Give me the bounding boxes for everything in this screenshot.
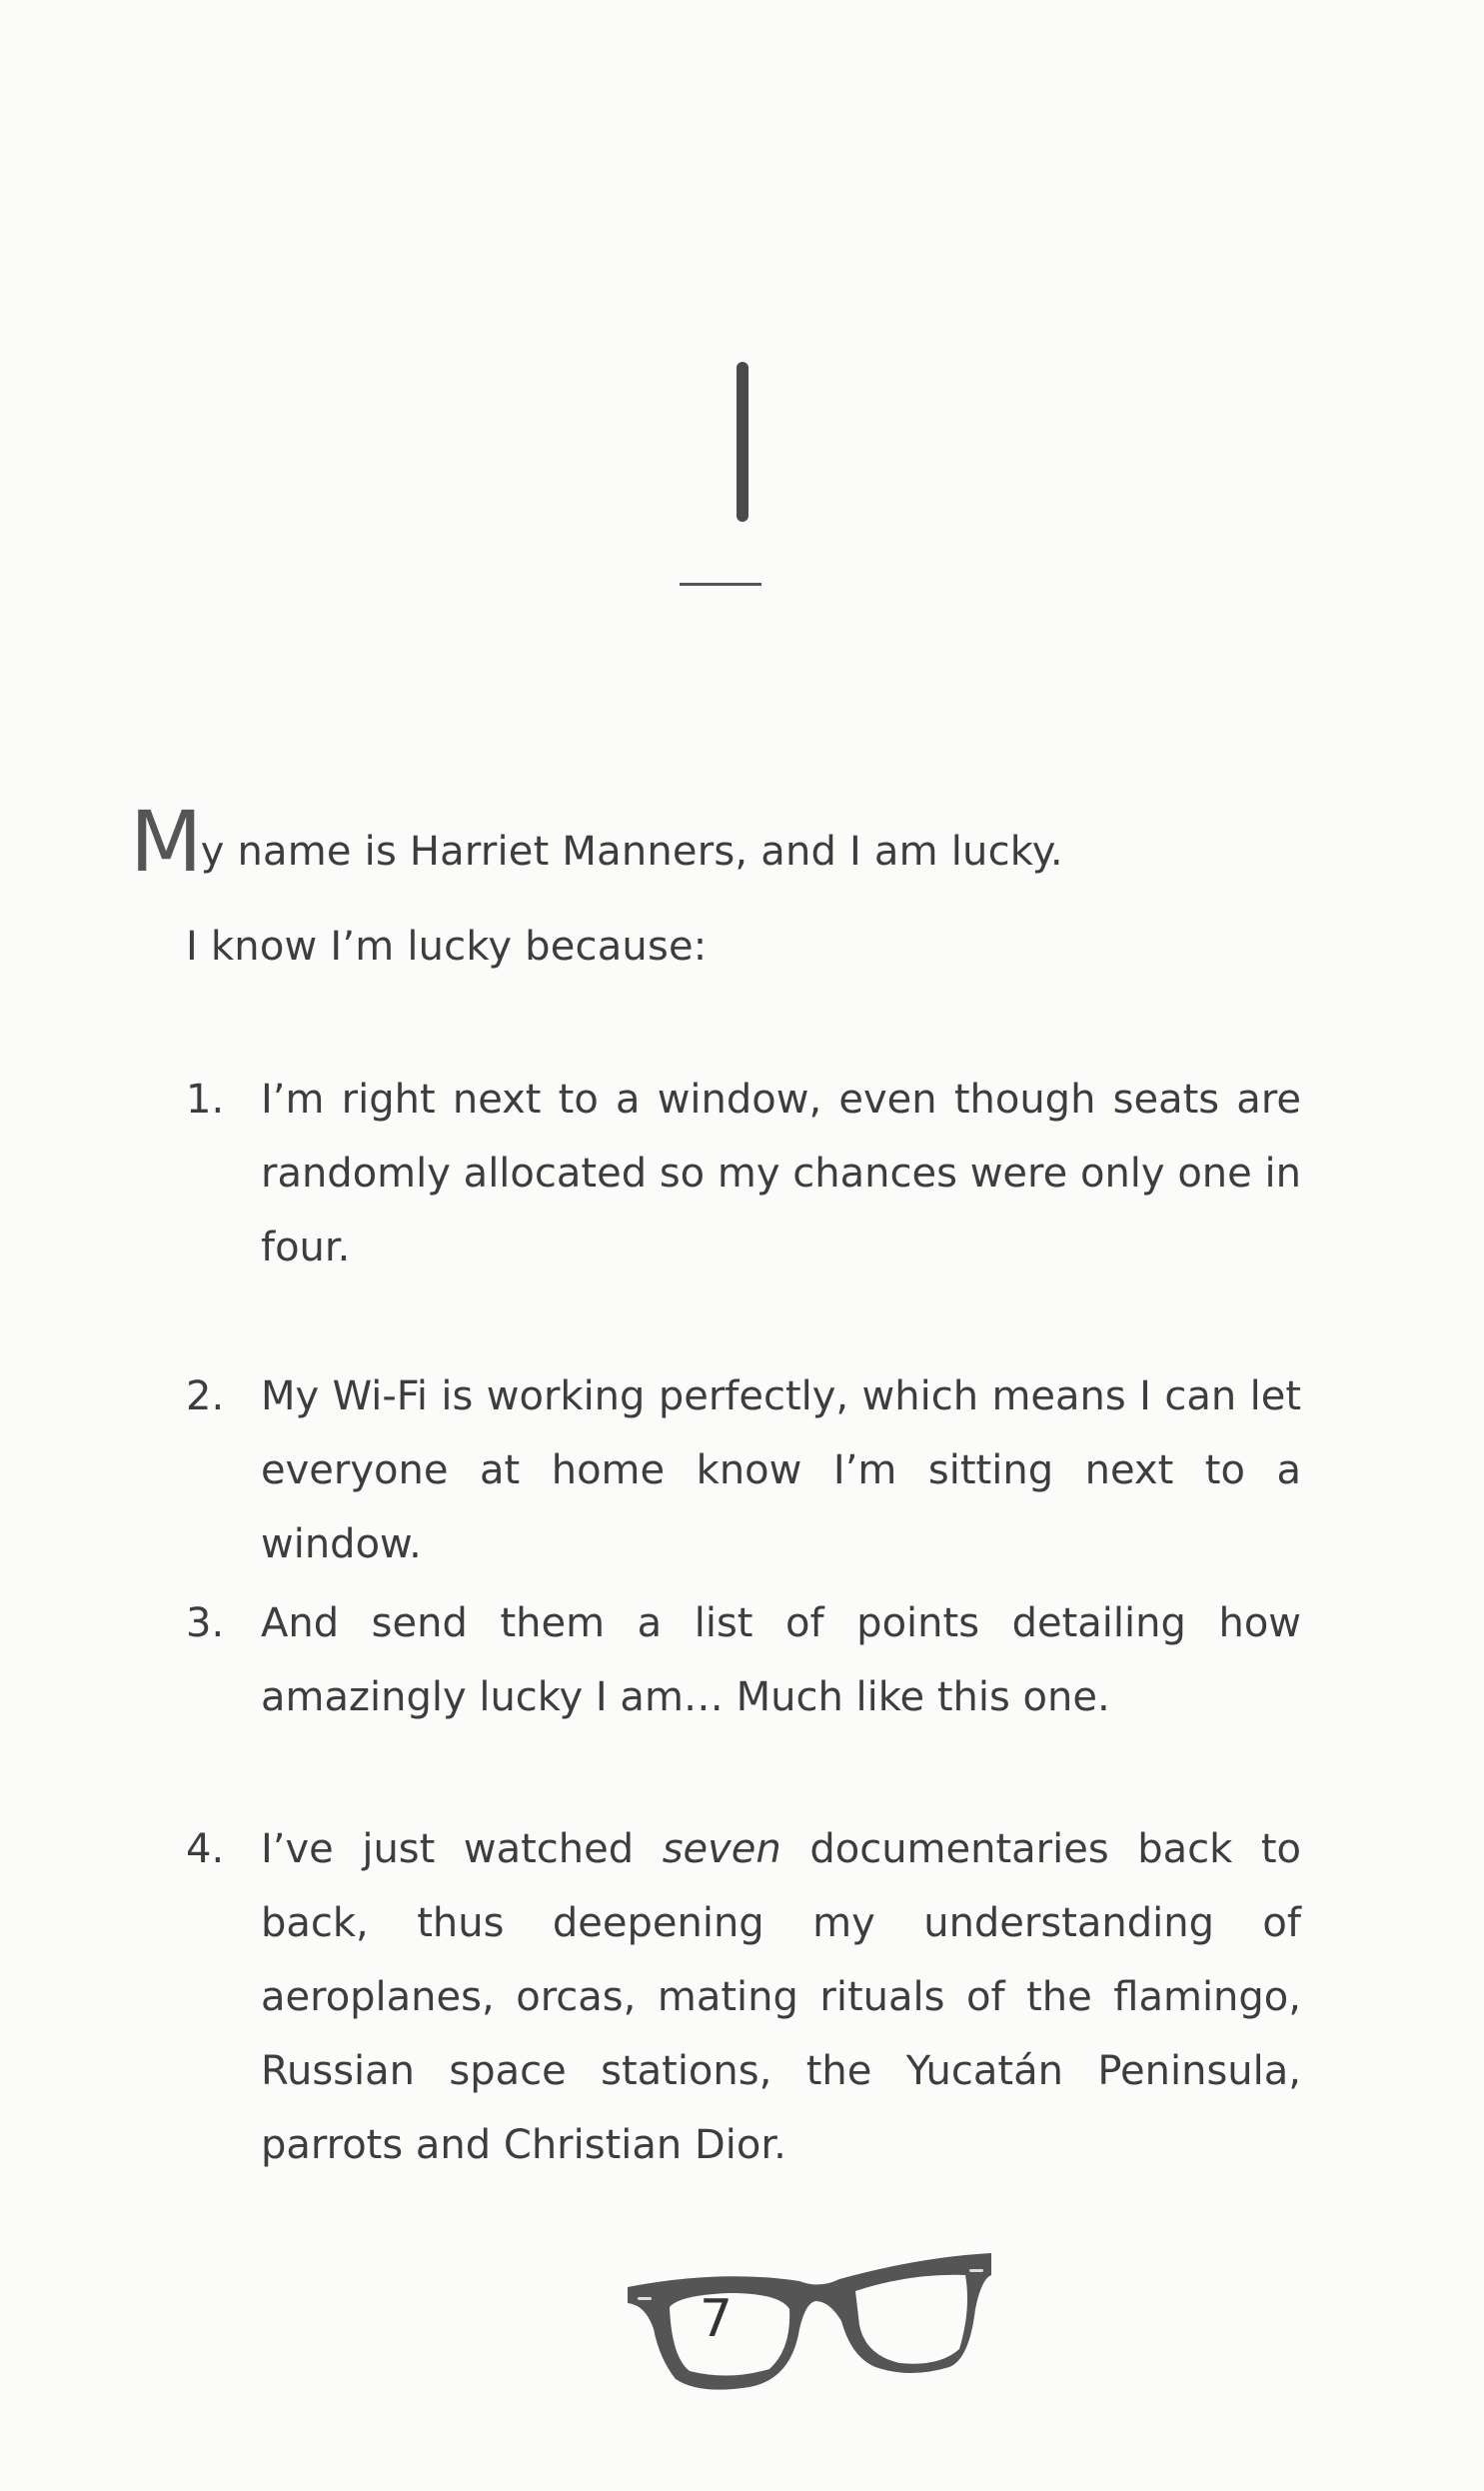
list-number: 4. (186, 1826, 225, 1872)
text-part: documentaries back to back, thus deepening my understanding of aeroplanes, orcas, mating rituals of the flamingo, Russian space stations, the Yucatán Peninsula, parrots and Christian Dior. (261, 1826, 1301, 2168)
drop-cap: M (130, 793, 203, 891)
page-number: 7 (700, 2289, 734, 2349)
opening-line-2: I know I’m lucky because: (186, 924, 708, 970)
list-number: 2. (186, 1373, 225, 1419)
list-number: 1. (186, 1077, 225, 1123)
opening-text: y name is Harriet Manners, and I am lucky. (200, 829, 1063, 875)
chapter-number-mark (737, 362, 748, 522)
list-text: My Wi-Fi is working perfectly, which means I can let everyone at home know I’m sitting next to a window. (261, 1373, 1301, 1567)
list-text: I’m right next to a window, even though seats are randomly allocated so my chances were only one in four. (261, 1077, 1301, 1270)
chapter-heading (0, 330, 1484, 522)
text-part: I’ve just watched (261, 1826, 663, 1872)
list-text: And send them a list of points detailing how amazingly lucky I am… Much like this one. (261, 1600, 1301, 1720)
text-emphasis: seven (662, 1826, 781, 1872)
glasses-icon (620, 2239, 999, 2399)
list-text (261, 1812, 1301, 2182)
opening-line (130, 793, 1063, 891)
chapter-divider (680, 583, 761, 586)
list-number: 3. (186, 1600, 225, 1646)
